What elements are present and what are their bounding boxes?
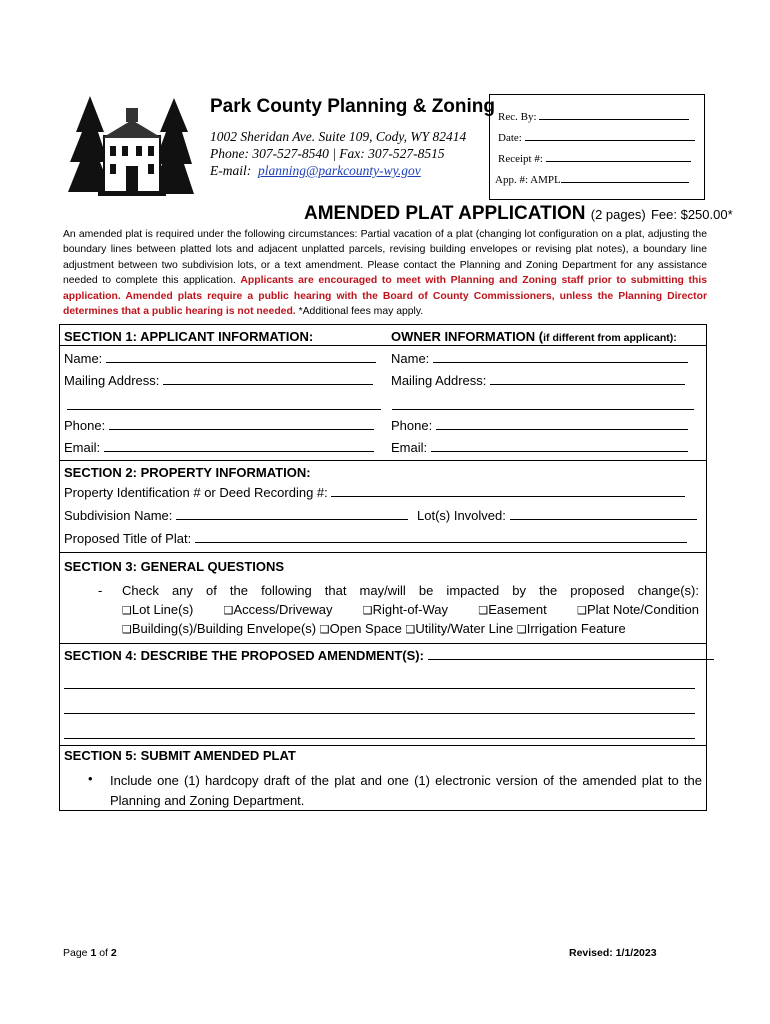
- lots-row: [417, 508, 697, 523]
- section1-box: [59, 324, 707, 461]
- applicant-email-row: [64, 440, 374, 455]
- date-field[interactable]: [525, 140, 695, 141]
- applicant-mailing-label: Mailing Address:: [64, 373, 160, 388]
- rec-by-field[interactable]: [539, 119, 689, 120]
- agency-contact: [210, 128, 466, 179]
- lots-field[interactable]: [510, 519, 697, 520]
- section3-title: SECTION 3: GENERAL QUESTIONS: [64, 559, 285, 574]
- owner-email-row: [391, 440, 688, 455]
- applicant-phone-row: [64, 418, 374, 433]
- fees-note: *Additional fees may apply.: [298, 306, 424, 318]
- page-prefix: Page: [63, 947, 88, 959]
- option-access-driveway[interactable]: [224, 602, 333, 617]
- applicant-name-field[interactable]: [106, 362, 376, 363]
- checkbox-icon: ❑: [122, 623, 132, 636]
- checkbox-icon: ❑: [223, 604, 234, 617]
- section1-divider: [60, 345, 706, 346]
- option-right-of-way[interactable]: [363, 602, 448, 617]
- section3-prompt: Check any of the following that may/will be impacted by the proposed change(s):: [122, 583, 699, 598]
- email-label: E-mail:: [210, 163, 252, 178]
- revised-date: Revised: 1/1/2023: [569, 947, 657, 959]
- section4-box: [59, 643, 707, 746]
- plat-title-row: [64, 531, 687, 546]
- form-title: [304, 203, 733, 225]
- intro-warning: Applicants are encouraged to meet with Planning and Zoning staff prior to submitting this application. Amended plats require a public hearing with the Board of County Commissioners, unless the Planning Director determines that a public hearing is not needed.: [63, 275, 707, 318]
- title-main: AMENDED PLAT APPLICATION: [304, 203, 586, 224]
- section4-title: SECTION 4: DESCRIBE THE PROPOSED AMENDMENT(S):: [64, 648, 424, 663]
- agency-email-link[interactable]: planning@parkcounty-wy.gov: [258, 163, 421, 178]
- owner-title-note: if different from applicant):: [543, 332, 677, 344]
- option-label: Right-of-Way: [372, 602, 449, 617]
- owner-mailing-row: [391, 373, 685, 388]
- option-plat-note[interactable]: [577, 602, 699, 617]
- applicant-mailing-row: [64, 373, 373, 388]
- applicant-name-row: [64, 351, 376, 366]
- title-pages: (2 pages): [590, 207, 646, 222]
- checkbox-icon: ❑: [478, 604, 489, 617]
- rec-by-row: [498, 111, 689, 123]
- checkbox-icon: ❑: [362, 604, 373, 617]
- app-field[interactable]: [561, 182, 689, 183]
- intro-paragraph: [63, 227, 707, 319]
- option-utility-water[interactable]: [406, 621, 514, 636]
- page-current: 1: [90, 947, 97, 959]
- owner-phone-row: [391, 418, 688, 433]
- section3-dash: -: [98, 583, 103, 598]
- owner-phone-label: Phone:: [391, 418, 433, 433]
- amendment-field-2[interactable]: [64, 674, 695, 689]
- office-use-box: [489, 94, 705, 200]
- checkbox-icon: ❑: [405, 623, 416, 636]
- option-label: Plat Note/Condition: [586, 602, 699, 617]
- owner-title: [391, 329, 677, 344]
- owner-name-row: [391, 351, 688, 366]
- checkbox-icon: ❑: [319, 623, 330, 636]
- date-label: Date:: [498, 132, 522, 144]
- receipt-field[interactable]: [546, 161, 691, 162]
- checkbox-row-1: [122, 602, 699, 617]
- agency-phone-fax: Phone: 307-527-8540 | Fax: 307-527-8515: [210, 146, 445, 161]
- section1-title: SECTION 1: APPLICANT INFORMATION:: [64, 329, 314, 344]
- applicant-phone-field[interactable]: [109, 429, 374, 430]
- plat-title-label: Proposed Title of Plat:: [64, 531, 192, 546]
- plat-title-field[interactable]: [195, 542, 687, 543]
- section2-title: SECTION 2: PROPERTY INFORMATION:: [64, 465, 311, 480]
- checkbox-icon: ❑: [516, 623, 527, 636]
- agency-address: 1002 Sheridan Ave. Suite 109, Cody, WY 82414: [210, 129, 467, 144]
- owner-phone-field[interactable]: [436, 429, 688, 430]
- subdivision-label: Subdivision Name:: [64, 508, 173, 523]
- option-open-space[interactable]: [320, 621, 402, 636]
- agency-name: Park County Planning & Zoning: [210, 96, 495, 117]
- section5-box: [59, 745, 707, 811]
- section2-box: [59, 460, 707, 553]
- receipt-row: [498, 153, 691, 165]
- option-building-envelope[interactable]: [122, 621, 316, 636]
- section5-title: SECTION 5: SUBMIT AMENDED PLAT: [64, 748, 296, 763]
- courthouse-logo: [68, 92, 196, 200]
- intro-text: An amended plat is required under the following circumstances: Partial vacation of a plat (changing lot configuration on a plat, adjusting the boundary lines between platted lots and adjacent unplatted parcels, revising building envelopes or revising plat notes), a boundary line adjustment between two subdivision lots, or a text amendment. Please contact the Planning and Zoning Department for any assistance needed to complete this application.: [63, 229, 707, 287]
- option-label: Lot Line(s): [131, 602, 194, 617]
- section4-title-row: [64, 648, 714, 663]
- checkbox-icon: ❑: [122, 604, 132, 617]
- owner-mailing-label: Mailing Address:: [391, 373, 487, 388]
- applicant-mailing-field[interactable]: [163, 384, 373, 385]
- checkbox-icon: ❑: [577, 604, 587, 617]
- date-row: [498, 132, 695, 144]
- owner-email-field[interactable]: [431, 451, 688, 452]
- applicant-email-label: Email:: [64, 440, 101, 455]
- checkbox-row-2: [122, 621, 626, 636]
- option-label: Access/Driveway: [233, 602, 333, 617]
- option-lot-line[interactable]: [122, 602, 193, 617]
- receipt-label: Receipt #:: [498, 153, 543, 165]
- app-label: App. #: AMPL: [495, 174, 561, 186]
- title-fee: Fee: $250.00*: [650, 207, 733, 222]
- option-label: Irrigation Feature: [526, 621, 626, 636]
- parcel-label: Property Identification # or Deed Recording #:: [64, 485, 328, 500]
- page-number: [63, 947, 117, 959]
- option-easement[interactable]: [478, 602, 546, 617]
- owner-title-label: OWNER INFORMATION (: [391, 329, 544, 344]
- owner-name-label: Name:: [391, 351, 430, 366]
- rec-by-label: Rec. By:: [498, 111, 537, 123]
- subdivision-row: [64, 508, 408, 523]
- section5-item: Include one (1) hardcopy draft of the plat and one (1) electronic version of the amended plat to the Planning and Zoning Department.: [110, 773, 702, 808]
- amendment-field-1[interactable]: [428, 659, 714, 660]
- option-label: Open Space: [329, 621, 402, 636]
- owner-email-label: Email:: [391, 440, 428, 455]
- bullet-icon: •: [88, 771, 93, 786]
- amendment-field-3[interactable]: [64, 699, 695, 714]
- owner-name-field[interactable]: [433, 362, 688, 363]
- applicant-email-field[interactable]: [104, 451, 374, 452]
- agency-email-line: [210, 162, 466, 179]
- parcel-field[interactable]: [331, 496, 685, 497]
- section3-box: [59, 552, 707, 644]
- subdivision-field[interactable]: [176, 519, 408, 520]
- option-irrigation[interactable]: [517, 621, 626, 636]
- lots-label: Lot(s) Involved:: [417, 508, 506, 523]
- owner-mailing-field-2[interactable]: [392, 395, 694, 410]
- page-total: 2: [110, 947, 117, 959]
- applicant-name-label: Name:: [64, 351, 103, 366]
- amendment-field-4[interactable]: [64, 724, 695, 739]
- applicant-phone-label: Phone:: [64, 418, 106, 433]
- applicant-mailing-field-2[interactable]: [67, 395, 381, 410]
- app-row: [495, 174, 689, 186]
- parcel-row: [64, 485, 685, 500]
- option-label: Utility/Water Line: [415, 621, 514, 636]
- option-label: Building(s)/Building Envelope(s): [131, 621, 317, 636]
- page-of: of: [99, 947, 108, 959]
- option-label: Easement: [488, 602, 547, 617]
- owner-mailing-field[interactable]: [490, 384, 685, 385]
